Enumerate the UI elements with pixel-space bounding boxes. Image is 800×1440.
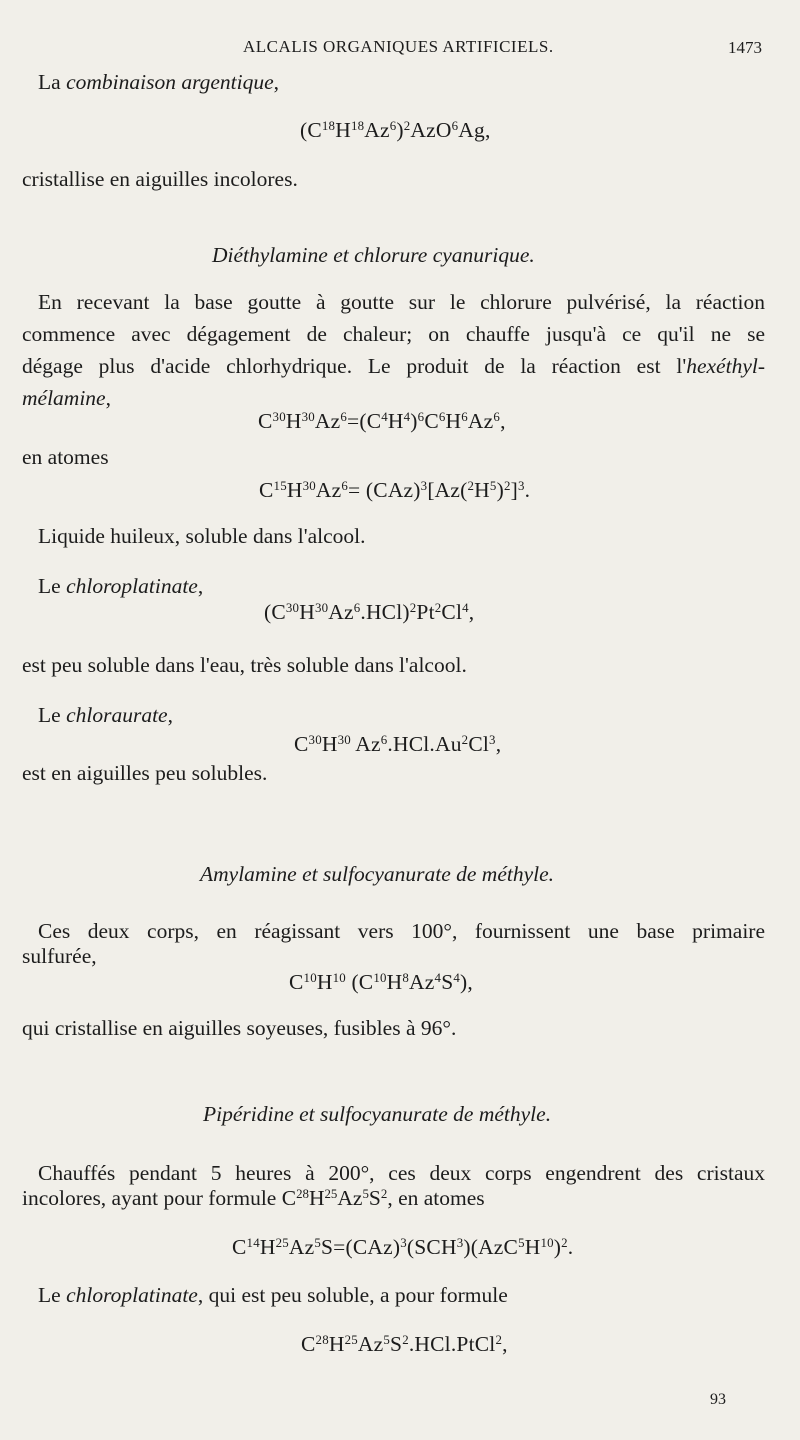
formula-index: 8 bbox=[402, 970, 410, 985]
formula-index: 5 bbox=[314, 1235, 322, 1250]
formula-index: 3 bbox=[517, 478, 525, 493]
formula-index: 6 bbox=[461, 409, 468, 424]
paragraph-line: Chauffés pendant 5 heures à 200°, ces deux corps engendrent des cristaux bbox=[38, 1161, 765, 1185]
formula-symbol: H bbox=[316, 970, 333, 994]
paragraph-line: Liquide huileux, soluble dans l'alcool. bbox=[38, 524, 366, 548]
formula-symbol: ] bbox=[510, 478, 518, 502]
paragraph-line: Le chloraurate, bbox=[38, 703, 173, 727]
formula-index: 6 bbox=[417, 409, 425, 424]
formula-index: 25 bbox=[344, 1332, 358, 1347]
formula-symbol: H bbox=[321, 732, 338, 756]
formula-index: 2 bbox=[561, 1235, 568, 1250]
formula-symbol: ) bbox=[496, 478, 504, 502]
formula-sulfur-base bbox=[289, 969, 473, 995]
formula-symbol: (C bbox=[300, 118, 322, 142]
formula-symbol: =(C bbox=[347, 409, 382, 433]
formula-symbol: Ag, bbox=[458, 118, 491, 142]
formula-index: 18 bbox=[321, 118, 336, 133]
formula-symbol: H bbox=[474, 478, 490, 502]
formula-atoms bbox=[259, 477, 530, 503]
formula-symbol: ) bbox=[396, 118, 404, 142]
running-header-title: ALCALIS ORGANIQUES ARTIFICIELS. bbox=[243, 37, 554, 56]
formula-index: 6 bbox=[389, 118, 397, 133]
formula-index: 30 bbox=[272, 409, 286, 424]
formula-index: 25 bbox=[275, 1235, 289, 1250]
formula-index: 6 bbox=[438, 409, 446, 424]
formula-symbol: C bbox=[258, 409, 273, 433]
formula-symbol: Az bbox=[350, 732, 381, 756]
formula-symbol: H bbox=[285, 409, 302, 433]
paragraph-line: incolores, ayant pour formule $C^{28}H^{25}Az^5S^2$, en atomes bbox=[22, 1186, 485, 1210]
paragraph-line: est peu soluble dans l'eau, très soluble dans l'alcool. bbox=[22, 653, 467, 677]
formula-symbol: H bbox=[386, 970, 403, 994]
formula-symbol: H bbox=[259, 1235, 276, 1259]
formula-index: 3 bbox=[456, 1235, 464, 1250]
formula-symbol: H bbox=[328, 1332, 345, 1356]
formula-symbol: S bbox=[441, 970, 454, 994]
formula-symbol: AzO bbox=[410, 118, 452, 142]
formula-symbol: C bbox=[232, 1235, 247, 1259]
section-heading: Diéthylamine et chlorure cyanurique. bbox=[212, 243, 535, 267]
formula-symbol: Pt bbox=[416, 600, 435, 624]
formula-index: 2 bbox=[503, 478, 511, 493]
formula-symbol: H bbox=[387, 409, 404, 433]
formula-index: 3 bbox=[400, 1235, 407, 1250]
formula-index: 4 bbox=[403, 409, 411, 424]
formula-symbol: , bbox=[495, 732, 502, 756]
paragraph-line: mélamine, bbox=[22, 386, 111, 410]
paragraph-line: commence avec dégagement de chaleur; on chauffe jusqu'à ce qu'il ne se bbox=[22, 322, 765, 346]
formula-index: 4 bbox=[462, 600, 469, 615]
formula-index: 30 bbox=[308, 732, 322, 747]
formula-symbol: Az bbox=[364, 118, 390, 142]
formula-index: 2 bbox=[461, 732, 469, 747]
formula-index: 5 bbox=[489, 478, 497, 493]
formula-index: 4 bbox=[381, 409, 388, 424]
formula-index: 2 bbox=[434, 600, 442, 615]
formula-index: 6 bbox=[341, 478, 349, 493]
formula-symbol: S bbox=[390, 1332, 403, 1356]
formula-symbol: Az bbox=[314, 409, 341, 433]
paragraph-line: En recevant la base goutte à goutte sur le chlorure pulvérisé, la réaction bbox=[38, 290, 765, 314]
paragraph-line: Le chloroplatinate, qui est peu soluble, a pour formule bbox=[38, 1283, 508, 1307]
formula-symbol: C bbox=[294, 732, 309, 756]
formula-symbol: H bbox=[299, 600, 315, 624]
formula-symbol: Az bbox=[288, 1235, 315, 1259]
formula-index: 30 bbox=[337, 732, 351, 747]
formula-symbol: . bbox=[524, 478, 531, 502]
formula-symbol: , bbox=[468, 600, 475, 624]
formula-symbol: .HCl.Au bbox=[387, 732, 462, 756]
paragraph-line: en atomes bbox=[22, 445, 109, 469]
paragraph-line: La combinaison argentique, bbox=[38, 70, 280, 94]
formula-symbol: .HCl) bbox=[360, 600, 410, 624]
page-number: 1473 bbox=[728, 38, 762, 57]
formula-symbol: Az bbox=[409, 970, 435, 994]
formula-symbol: C bbox=[301, 1332, 316, 1356]
paragraph-line: sulfurée, bbox=[22, 944, 97, 968]
formula-symbol: (C bbox=[264, 600, 286, 624]
formula-symbol: ) bbox=[553, 1235, 562, 1259]
formula-index: 10 bbox=[540, 1235, 554, 1250]
signature-mark: 93 bbox=[710, 1391, 726, 1408]
formula-index: 3 bbox=[420, 478, 428, 493]
formula-index: 15 bbox=[273, 478, 287, 493]
formula-symbol: (SCH bbox=[406, 1235, 457, 1259]
formula-symbol: Cl bbox=[441, 600, 463, 624]
formula-index: 2 bbox=[495, 1332, 503, 1347]
paragraph-line: Le chloroplatinate, bbox=[38, 574, 204, 598]
formula-index: 4 bbox=[453, 970, 461, 985]
formula-index: 4 bbox=[434, 970, 442, 985]
paragraph-line: qui cristallise en aiguilles soyeuses, fusibles à 96°. bbox=[22, 1016, 457, 1040]
formula-symbol: H bbox=[286, 478, 303, 502]
formula-symbol: ), bbox=[460, 970, 473, 994]
formula-symbol: ) bbox=[410, 409, 418, 433]
formula-symbol: Az bbox=[357, 1332, 384, 1356]
formula-symbol: C bbox=[259, 478, 274, 502]
formula-symbol: [Az( bbox=[427, 478, 468, 502]
formula-index: 30 bbox=[285, 600, 300, 615]
formula-index: 5 bbox=[383, 1332, 391, 1347]
formula-index: 18 bbox=[350, 118, 365, 133]
formula-index: 10 bbox=[332, 970, 346, 985]
formula-silver bbox=[300, 117, 491, 143]
formula-index: 5 bbox=[518, 1235, 525, 1250]
formula-symbol: . bbox=[567, 1235, 574, 1259]
formula-symbol: Cl bbox=[468, 732, 490, 756]
formula-symbol: C bbox=[289, 970, 304, 994]
formula-index: 6 bbox=[493, 409, 501, 424]
formula-index: 30 bbox=[302, 478, 316, 493]
formula-index: 3 bbox=[489, 732, 496, 747]
formula-index: 6 bbox=[451, 118, 459, 133]
formula-symbol: H bbox=[335, 118, 351, 142]
formula-index: 6 bbox=[353, 600, 361, 615]
formula-index: 30 bbox=[314, 600, 329, 615]
formula-symbol: )(AzC bbox=[463, 1235, 519, 1259]
formula-symbol: H bbox=[524, 1235, 541, 1259]
paragraph-line: cristallise en aiguilles incolores. bbox=[22, 167, 298, 191]
formula-index: 2 bbox=[467, 478, 475, 493]
formula-symbol: = (CAz) bbox=[348, 478, 421, 502]
formula-index: 2 bbox=[409, 600, 417, 615]
formula-chloraurate bbox=[294, 731, 501, 757]
formula-symbol: H bbox=[445, 409, 462, 433]
formula-piperidine-chloroplatinate bbox=[301, 1331, 508, 1357]
formula-symbol: S=(CAz) bbox=[321, 1235, 401, 1259]
formula-index: 2 bbox=[402, 1332, 409, 1347]
formula-symbol: (C bbox=[345, 970, 374, 994]
formula-symbol: Az bbox=[315, 478, 342, 502]
formula-symbol: , bbox=[502, 1332, 508, 1356]
formula-index: 6 bbox=[380, 732, 388, 747]
formula-symbol: .HCl.PtCl bbox=[408, 1332, 496, 1356]
formula-index: 10 bbox=[373, 970, 387, 985]
formula-index: 14 bbox=[246, 1235, 260, 1250]
formula-hexethylmelamine bbox=[258, 408, 506, 434]
paragraph-line: dégage plus d'acide chlorhydrique. Le produit de la réaction est l'hexéthyl- bbox=[22, 354, 765, 378]
formula-symbol: Az bbox=[328, 600, 354, 624]
paragraph-line: est en aiguilles peu solubles. bbox=[22, 761, 268, 785]
section-heading: Amylamine et sulfocyanurate de méthyle. bbox=[200, 862, 555, 886]
formula-chloroplatinate bbox=[264, 599, 474, 625]
formula-index: 10 bbox=[303, 970, 317, 985]
section-heading: Pipéridine et sulfocyanurate de méthyle. bbox=[203, 1102, 552, 1126]
formula-symbol: Az bbox=[467, 409, 494, 433]
paragraph-line: Ces deux corps, en réagissant vers 100°, fournissent une base primaire bbox=[38, 919, 765, 943]
formula-piperidine-atoms bbox=[232, 1234, 573, 1260]
formula-index: 2 bbox=[403, 118, 411, 133]
formula-index: 6 bbox=[340, 409, 348, 424]
formula-index: 28 bbox=[315, 1332, 329, 1347]
formula-symbol: C bbox=[424, 409, 439, 433]
formula-index: 30 bbox=[301, 409, 315, 424]
formula-symbol: , bbox=[500, 409, 506, 433]
